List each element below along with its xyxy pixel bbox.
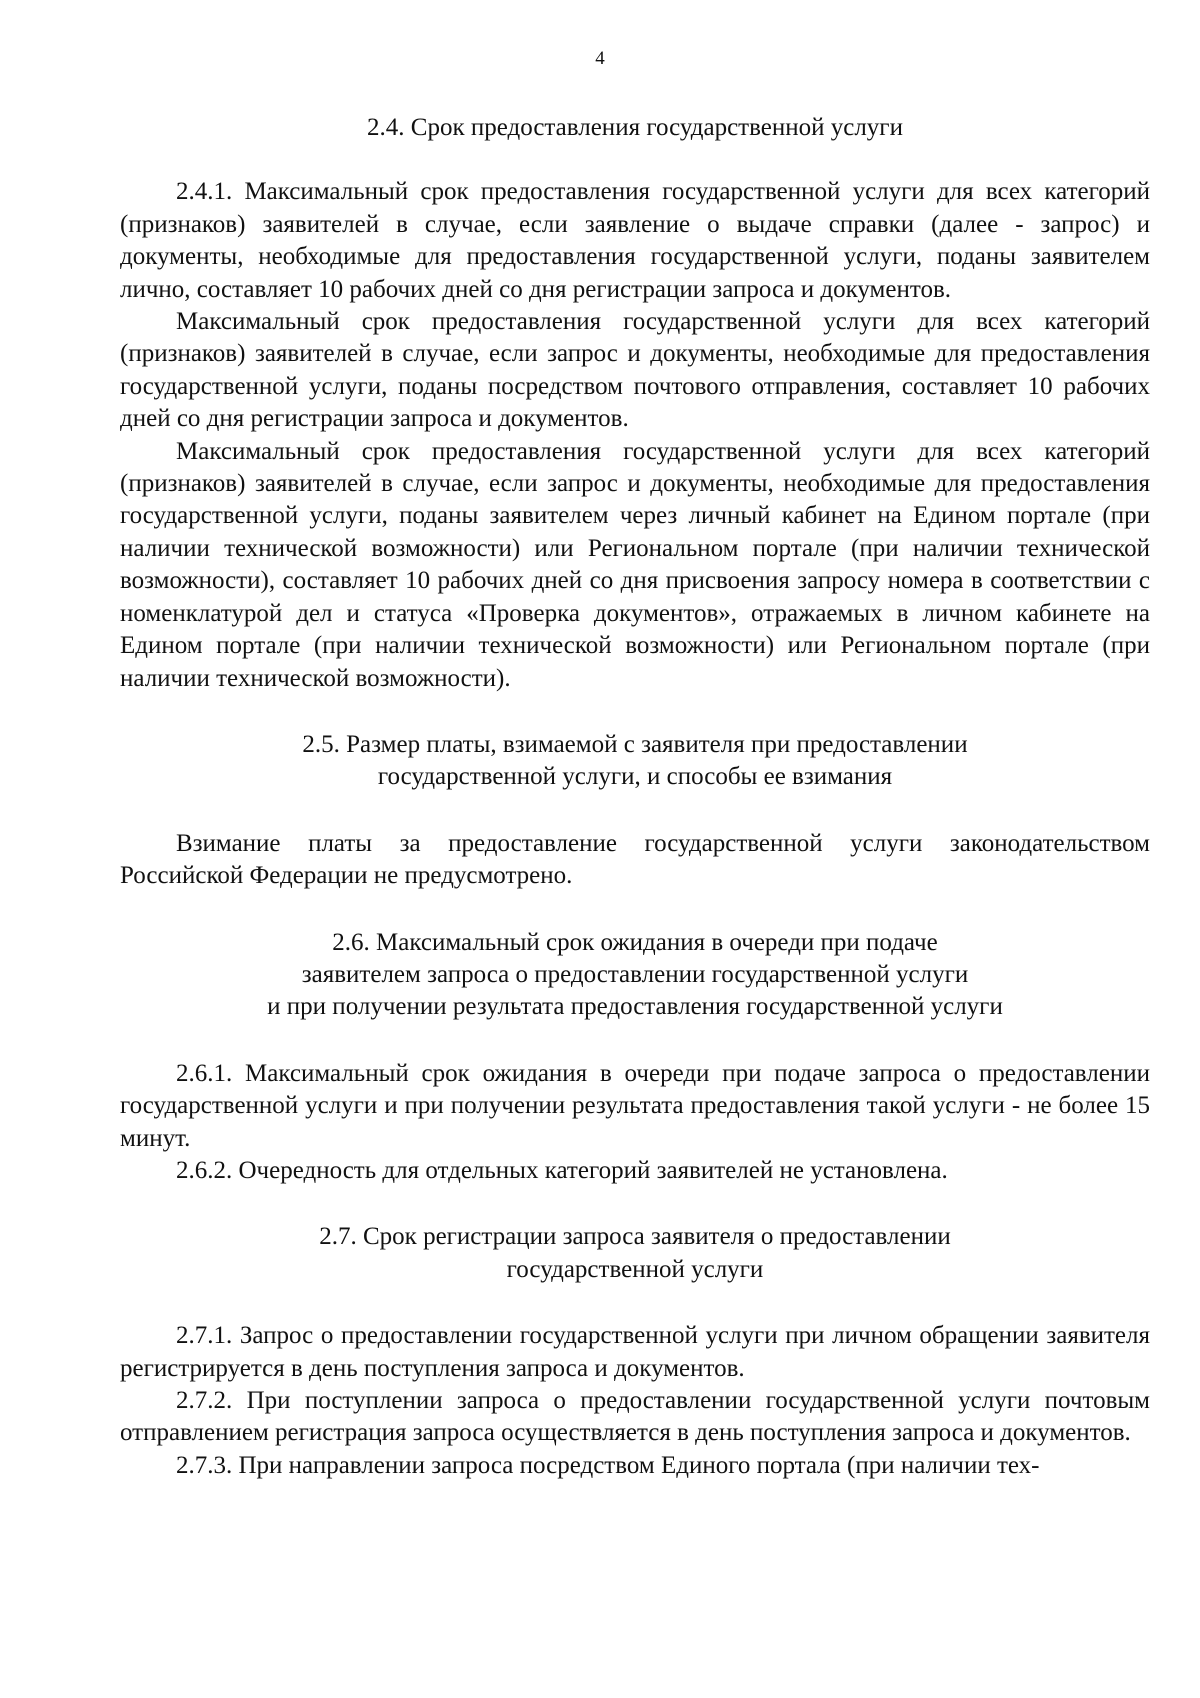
section-heading-2-6-line-1: 2.6. Максимальный срок ожидания в очереди при подаче [332, 928, 938, 956]
section-2-4 [120, 112, 1150, 695]
section-heading-2-7-line-1: 2.7. Срок регистрации запроса заявителя о предоставлении [319, 1223, 951, 1251]
paragraph-2-4-1-postal: Максимальный срок предоставления государственной услуги для всех категорий (признаков) заявителей в случае, если запрос и документы, необходимые для предоставления государственной услуги, поданы посредством почтового отправления, составляет 10 рабочих дней со дня регистрации запроса и документов. [120, 308, 1150, 433]
section-heading-2-7-line-2: государственной услуги [506, 1255, 764, 1283]
section-heading-2-5 [120, 729, 1150, 794]
paragraph-2-7-1: 2.7.1. Запрос о предоставлении государственной услуги при личном обращении заявителя регистрируется в день поступления запроса и документов. [120, 1322, 1150, 1382]
section-heading-2-4: 2.4. Срок предоставления государственной услуги [367, 114, 903, 141]
paragraph-2-5: Взимание платы за предоставление государственной услуги законодательством Российской Федерации не предусмотрено. [120, 829, 1150, 890]
section-heading-2-6 [120, 927, 1150, 1024]
page-number: 4 [595, 48, 605, 69]
section-heading-2-7 [120, 1221, 1150, 1286]
section-heading-2-5-line-1: 2.5. Размер платы, взимаемой с заявителя при предоставлении [302, 730, 968, 758]
paragraph-2-4-1: 2.4.1. Максимальный срок предоставления государственной услуги для всех категорий (признаков) заявителей в случае, если заявление о выдаче справки (далее - запрос) и документы, необходимые для предоставления государственной услуги, поданы заявителем лично, составляет 10 рабочих дней со дня регистрации запроса и документов. [120, 178, 1150, 303]
section-heading-2-6-line-2: заявителем запроса о предоставлении государственной услуги [301, 960, 969, 988]
paragraph-2-6-1: 2.6.1. Максимальный срок ожидания в очереди при подаче запроса о предоставлении государственной услуги и при получении результата предоставления такой услуги - не более 15 минут. [120, 1059, 1150, 1152]
section-2-5 [120, 729, 1150, 893]
paragraph-2-4-1-portal: Максимальный срок предоставления государственной услуги для всех категорий (признаков) заявителей в случае, если запрос и документы, необходимые для предоставления государственной услуги, поданы заявителем через личный кабинет на Едином портале (при наличии технической возможности) или Региональном портале (при наличии технической возможности), составляет 10 рабочих дней со дня присвоения запросу номера в соответствии с номенклатурой дел и статуса «Проверка документов», отражаемых в личном кабинете на Едином портале (при наличии технической возможности) или Региональном портале (при наличии технической возможности). [120, 437, 1150, 692]
section-heading-2-5-line-2: государственной услуги, и способы ее взимания [377, 763, 893, 791]
paragraph-2-7-2: 2.7.2. При поступлении запроса о предоставлении государственной услуги почтовым отправлением регистрация запроса осуществляется в день поступления запроса и документов. [120, 1387, 1150, 1447]
paragraph-2-7-3: 2.7.3. При направлении запроса посредством Единого портала (при наличии тех- [176, 1451, 1040, 1479]
paragraph-2-6-2: 2.6.2. Очередность для отдельных категорий заявителей не установлена. [176, 1156, 948, 1184]
section-2-7 [120, 1221, 1150, 1482]
section-2-6 [120, 927, 1150, 1188]
document-body [120, 112, 1150, 1482]
section-heading-2-6-line-3: и при получении результата предоставления государственной услуги [267, 993, 1003, 1021]
